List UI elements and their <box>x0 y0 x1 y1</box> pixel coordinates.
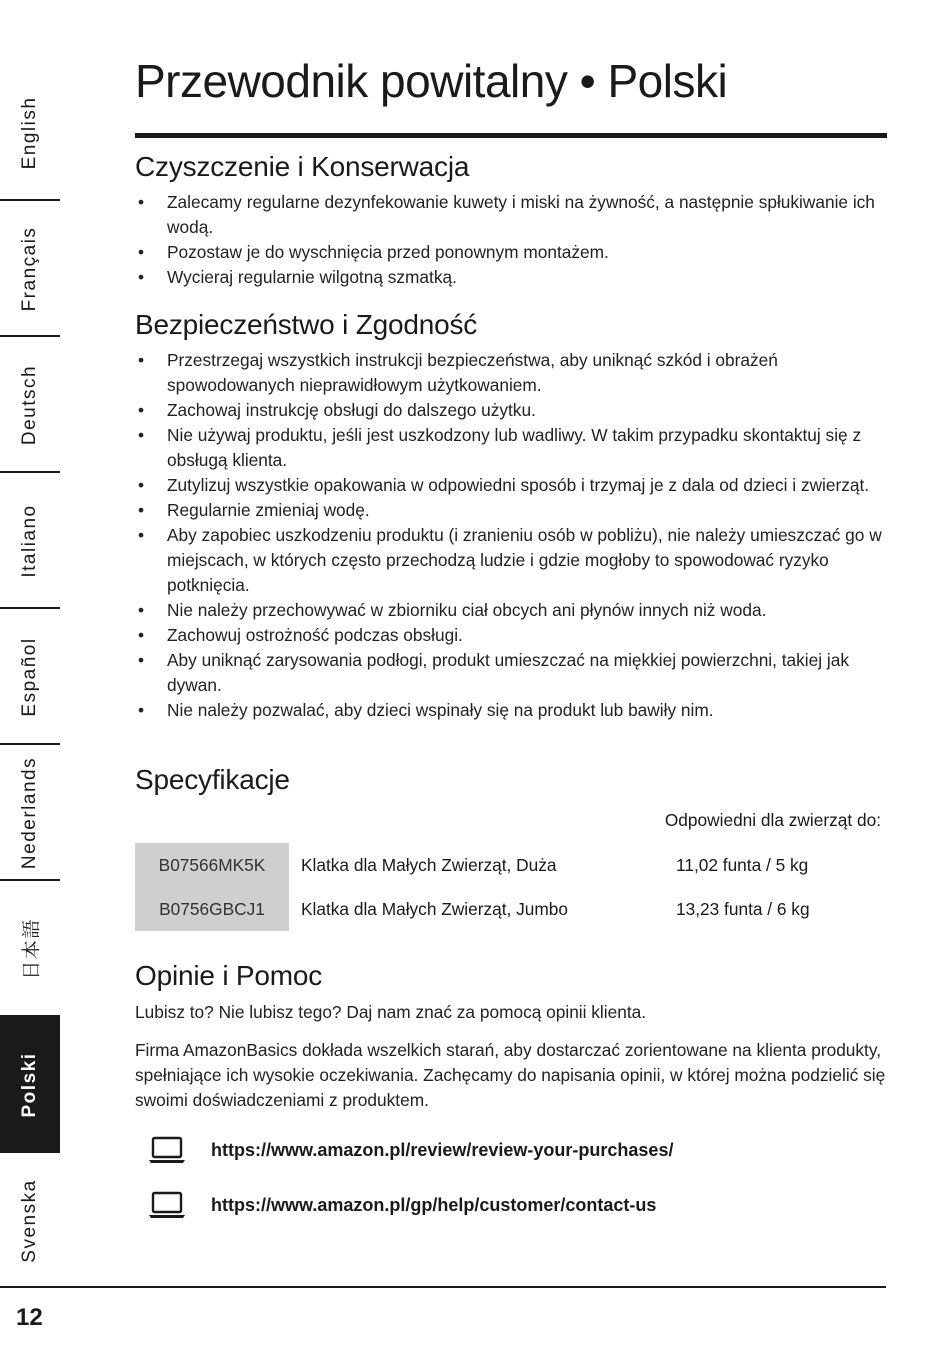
tab-label: Italiano <box>19 504 40 578</box>
list-item-text: Nie należy pozwalać, aby dzieci wspinały się na produkt lub bawiły nim. <box>167 700 714 720</box>
safety-section <box>135 308 887 723</box>
product-code: B07566MK5K <box>135 843 289 887</box>
cleaning-heading: Czyszczenie i Konserwacja <box>135 151 470 182</box>
bullet-icon: • <box>138 242 145 262</box>
table-row <box>135 887 887 931</box>
tab-nederlands[interactable] <box>0 745 60 881</box>
list-item <box>135 648 887 698</box>
bullet-icon: • <box>138 267 145 287</box>
list-item-text: Pozostaw je do wyschnięcia przed ponownym montażem. <box>167 242 609 262</box>
bullet-icon: • <box>138 650 145 670</box>
table-row <box>135 843 887 887</box>
title-divider <box>135 133 887 138</box>
bullet-icon: • <box>138 475 145 495</box>
list-item-text: Zachowuj ostrożność podczas obsługi. <box>167 625 463 645</box>
list-item-text: Wycieraj regularnie wilgotną szmatką. <box>167 267 457 287</box>
page-number: 12 <box>16 1304 43 1331</box>
list-item-text: Regularnie zmieniaj wodę. <box>167 500 370 520</box>
bullet-icon: • <box>138 400 145 420</box>
cleaning-section <box>135 150 887 290</box>
language-tabs <box>0 65 60 1289</box>
list-item <box>135 190 887 240</box>
tab-francais[interactable] <box>0 201 60 337</box>
list-item-text: Nie należy przechowywać w zbiorniku ciał obcych ani płynów innych niż woda. <box>167 600 767 620</box>
safety-list <box>135 348 887 723</box>
tab-label: Español <box>19 637 40 717</box>
tab-label: Français <box>19 226 40 312</box>
list-item <box>135 348 887 398</box>
list-item <box>135 423 887 473</box>
tab-label: Deutsch <box>19 364 40 446</box>
list-item <box>135 498 887 523</box>
list-item-text: Aby uniknąć zarysowania podłogi, produkt umieszczać na miękkiej powierzchni, takiej jak dywan. <box>167 650 849 695</box>
review-link[interactable]: https://www.amazon.pl/review/review-your-purchases/ <box>211 1139 674 1160</box>
bullet-icon: • <box>138 625 145 645</box>
product-code: B0756GBCJ1 <box>135 887 289 931</box>
bullet-icon: • <box>138 350 145 370</box>
list-item <box>135 398 887 423</box>
product-name: Klatka dla Małych Zwierząt, Jumbo <box>301 898 568 919</box>
list-item-text: Nie używaj produktu, jeśli jest uszkodzony lub wadliwy. W takim przypadku skontaktuj się z obsługą klienta. <box>167 425 862 470</box>
specs-heading: Specyfikacje <box>135 764 290 795</box>
list-item-text: Zachowaj instrukcję obsługi do dalszego użytku. <box>167 400 536 420</box>
tab-espanol[interactable] <box>0 609 60 745</box>
list-item-text: Zutylizuj wszystkie opakowania w odpowiedni sposób i trzymaj je z dala od dzieci i zwierząt. <box>167 475 870 495</box>
list-item <box>135 523 887 598</box>
tab-italiano[interactable] <box>0 473 60 609</box>
bullet-icon: • <box>138 425 145 445</box>
page-title: Przewodnik powitalny • Polski <box>135 55 728 107</box>
cleaning-list <box>135 190 887 290</box>
list-item-text: Przestrzegaj wszystkich instrukcji bezpieczeństwa, aby uniknąć szkód i obrażeń spowodowanych nieprawidłowym użytkowaniem. <box>167 350 778 395</box>
list-item <box>135 473 887 498</box>
feedback-section <box>135 959 887 1225</box>
feedback-body: Firma AmazonBasics dokłada wszelkich starań, aby dostarczać zorientowane na klienta produkty, spełniające ich wysokie oczekiwania. Zachęcamy do napisania opinii, w której można podzielić się swoimi doświadczeniami z produktem. <box>135 1040 886 1110</box>
feedback-heading: Opinie i Pomoc <box>135 960 323 991</box>
product-weight: 13,23 funta / 6 kg <box>676 898 810 919</box>
tab-label: Svenska <box>19 1179 40 1263</box>
tab-label: Polski <box>19 1052 40 1118</box>
specs-section <box>135 763 887 931</box>
list-item <box>135 265 887 290</box>
footer-divider <box>0 1286 886 1288</box>
tab-polski[interactable] <box>0 1017 60 1153</box>
bullet-icon: • <box>138 600 145 620</box>
specs-column-note: Odpowiedni dla zwierząt do: <box>664 810 881 830</box>
specs-table <box>135 843 887 931</box>
contact-link-row <box>135 1185 887 1225</box>
tab-japanese[interactable] <box>0 881 60 1017</box>
product-weight: 11,02 funta / 5 kg <box>676 854 809 875</box>
list-item <box>135 598 887 623</box>
contact-link[interactable]: https://www.amazon.pl/gp/help/customer/contact-us <box>211 1194 657 1215</box>
list-item-text: Zalecamy regularne dezynfekowanie kuwety i miski na żywność, a następnie spłukiwanie ich wodą. <box>167 192 875 237</box>
tab-label: 日本語 <box>21 918 43 980</box>
laptop-icon <box>147 1190 187 1220</box>
list-item <box>135 698 887 723</box>
product-name: Klatka dla Małych Zwierząt, Duża <box>301 854 557 875</box>
bullet-icon: • <box>138 525 145 545</box>
tab-label: Nederlands <box>19 756 40 870</box>
review-link-row <box>135 1130 887 1170</box>
list-item <box>135 240 887 265</box>
bullet-icon: • <box>138 192 145 212</box>
safety-heading: Bezpieczeństwo i Zgodność <box>135 309 478 340</box>
bullet-icon: • <box>138 500 145 520</box>
tab-svenska[interactable] <box>0 1153 60 1289</box>
tab-label: English <box>19 96 40 170</box>
bullet-icon: • <box>138 700 145 720</box>
tab-english[interactable] <box>0 65 60 201</box>
feedback-intro: Lubisz to? Nie lubisz tego? Daj nam znać za pomocą opinii klienta. <box>135 1002 647 1022</box>
tab-deutsch[interactable] <box>0 337 60 473</box>
list-item-text: Aby zapobiec uszkodzeniu produktu (i zranieniu osób w pobliżu), nie należy umieszczać go w miejscach, w których często przechodzą ludzie i gdzie mogłoby to spowodować ryzyko potknięcia. <box>167 525 882 595</box>
laptop-icon <box>147 1135 187 1165</box>
list-item <box>135 623 887 648</box>
